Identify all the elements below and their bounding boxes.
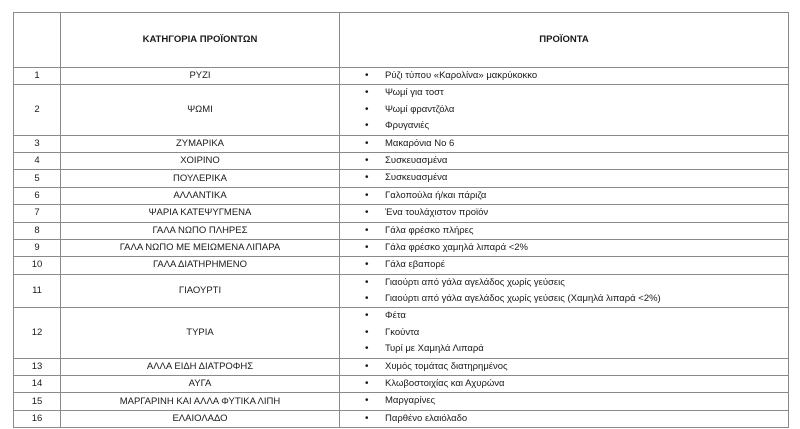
table-row [14,257,789,274]
product-list-item: • Φέτα [340,308,788,324]
row-number: 5 [14,170,61,187]
row-products [340,274,789,308]
product-list-item: • Γάλα φρέσκο πλήρες [340,223,788,239]
row-category: ΠΟΥΛΕΡΙΚΑ [61,170,340,187]
row-number: 2 [14,85,61,135]
row-category: ΤΥΡΙΑ [61,308,340,358]
header-category: ΚΑΤΗΓΟΡΙΑ ΠΡΟΪΟΝΤΩΝ [61,13,340,68]
row-category: ΓΑΛΑ ΝΩΠΟ ΠΛΗΡΕΣ [61,222,340,239]
row-category: ΓΑΛΑ ΔΙΑΤΗΡΗΜΕΝΟ [61,257,340,274]
product-list-item: • Ψωμί φραντζόλα [340,102,788,118]
row-products [340,358,789,375]
product-list [340,68,788,84]
header-number [14,13,61,68]
table-header-row [14,13,789,68]
product-list [340,359,788,375]
product-list-item: • Συσκευασμένα [340,170,788,186]
product-list [340,85,788,134]
product-list [340,223,788,239]
row-category: ΑΛΛΑΝΤΙΚΑ [61,187,340,204]
product-list-item: • Τυρί με Χαμηλά Λιπαρά [340,341,788,357]
row-products [340,205,789,222]
product-list [340,393,788,409]
row-number: 11 [14,274,61,308]
row-products [340,308,789,358]
row-number: 3 [14,135,61,152]
table-row [14,68,789,85]
table-row [14,358,789,375]
row-products [340,68,789,85]
row-category: ΑΛΛΑ ΕΙΔΗ ΔΙΑΤΡΟΦΗΣ [61,358,340,375]
product-list-item: • Κλωβοστοιχίας και Αχυρώνα [340,376,788,392]
product-list [340,153,788,169]
row-products [340,170,789,187]
row-products [340,393,789,410]
row-category: ΖΥΜΑΡΙΚΑ [61,135,340,152]
row-category: ΡΥΖΙ [61,68,340,85]
product-list-item: • Γαλοπούλα ή/και πάριζα [340,188,788,204]
row-number: 16 [14,410,61,427]
row-number: 4 [14,152,61,169]
product-list-item: • Μαργαρίνες [340,393,788,409]
product-list [340,136,788,152]
table-row [14,274,789,308]
product-list-item: • Χυμός τομάτας διατηρημένος [340,359,788,375]
row-number: 14 [14,376,61,393]
table-row [14,393,789,410]
product-list [340,275,788,308]
table-row [14,222,789,239]
row-number: 12 [14,308,61,358]
row-category: ΨΩΜΙ [61,85,340,135]
row-category: ΕΛΑΙΟΛΑΔΟ [61,410,340,427]
product-list [340,376,788,392]
product-list [340,205,788,221]
row-number: 8 [14,222,61,239]
product-list-item: • Μακαρόνια Νο 6 [340,136,788,152]
row-products [340,187,789,204]
product-list-item: • Συσκευασμένα [340,153,788,169]
row-category: ΑΥΓΑ [61,376,340,393]
product-list [340,411,788,427]
row-number: 7 [14,205,61,222]
row-products [340,239,789,256]
product-list [340,240,788,256]
table-row [14,308,789,358]
product-list-item: • Ένα τουλάχιστον προϊόν [340,205,788,221]
row-products [340,135,789,152]
table-row [14,170,789,187]
product-list-item: • Ψωμί για τοστ [340,85,788,101]
row-products [340,257,789,274]
row-number: 15 [14,393,61,410]
table-row [14,376,789,393]
row-products [340,85,789,135]
row-category: ΧΟΙΡΙΝΟ [61,152,340,169]
table-row [14,205,789,222]
row-category: ΓΑΛΑ ΝΩΠΟ ΜΕ ΜΕΙΩΜΕΝΑ ΛΙΠΑΡΑ [61,239,340,256]
table-row [14,410,789,427]
header-products: ΠΡΟΪΟΝΤΑ [340,13,789,68]
table-row [14,187,789,204]
products-table [13,12,789,428]
product-list-item: • Παρθένο ελαιόλαδο [340,411,788,427]
product-list-item: • Ρύζι τύπου «Καρολίνα» μακρύκοκκο [340,68,788,84]
row-products [340,152,789,169]
product-list [340,308,788,357]
product-list [340,170,788,186]
table-row [14,85,789,135]
table-row [14,239,789,256]
product-list-item: • Γιαούρτι από γάλα αγελάδος χωρίς γεύσεις [340,275,788,291]
row-category: ΜΑΡΓΑΡΙΝΗ ΚΑΙ ΑΛΛΑ ΦΥΤΙΚΑ ΛΙΠΗ [61,393,340,410]
table-row [14,152,789,169]
row-category: ΨΑΡΙΑ ΚΑΤΕΨΥΓΜΕΝΑ [61,205,340,222]
row-number: 10 [14,257,61,274]
table-body [14,68,789,428]
row-number: 6 [14,187,61,204]
product-list-item: • Γάλα φρέσκο χαμηλά λιπαρά <2% [340,240,788,256]
product-list-item: • Φρυγανιές [340,118,788,134]
row-number: 9 [14,239,61,256]
row-products [340,376,789,393]
row-products [340,410,789,427]
product-list [340,257,788,273]
row-number: 1 [14,68,61,85]
product-list [340,188,788,204]
row-number: 13 [14,358,61,375]
row-category: ΓΙΑΟΥΡΤΙ [61,274,340,308]
row-products [340,222,789,239]
product-list-item: • Γιαούρτι από γάλα αγελάδος χωρίς γεύσεις (Χαμηλά λιπαρά <2%) [340,291,788,307]
product-list-item: • Γάλα εβαπορέ [340,257,788,273]
product-list-item: • Γκούντα [340,325,788,341]
table-row [14,135,789,152]
